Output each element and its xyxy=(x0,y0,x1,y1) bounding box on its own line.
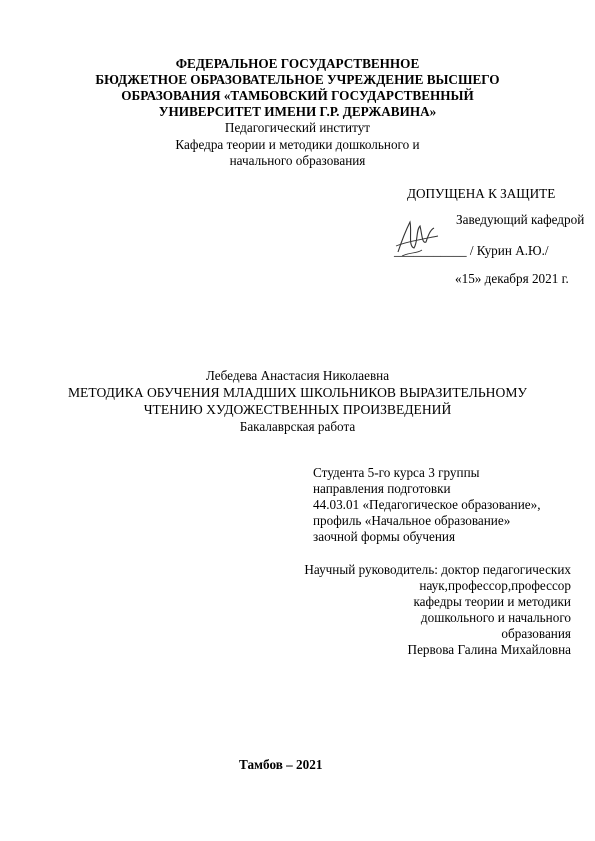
work-type: Бакалаврская работа xyxy=(239,419,356,434)
header-line-3: ОБРАЗОВАНИЯ «ТАМБОВСКИЙ ГОСУДАРСТВЕННЫЙ xyxy=(121,88,474,103)
student-line-1: Студента 5-го курса 3 группы xyxy=(313,465,480,480)
supervisor-name: Первова Галина Михайловна xyxy=(407,642,571,657)
approval-title: ДОПУЩЕНА К ЗАЩИТЕ xyxy=(407,186,556,201)
work-title-line-1: МЕТОДИКА ОБУЧЕНИЯ МЛАДШИХ ШКОЛЬНИКОВ ВЫРАЗИТЕЛЬНОМУ xyxy=(67,385,528,400)
header-line-4: УНИВЕРСИТЕТ ИМЕНИ Г.Р. ДЕРЖАВИНА» xyxy=(158,104,437,119)
institute-name: Педагогический институт xyxy=(224,120,371,135)
department-line-1: Кафедра теории и методики дошкольного и xyxy=(175,137,420,152)
author-name: Лебедева Анастасия Николаевна xyxy=(205,368,390,383)
work-title-line-2: ЧТЕНИЮ ХУДОЖЕСТВЕННЫХ ПРОИЗВЕДЕНИЙ xyxy=(143,402,452,417)
approval-date: «15» декабря 2021 г. xyxy=(455,271,569,286)
header-line-2: БЮДЖЕТНОЕ ОБРАЗОВАТЕЛЬНОЕ УЧРЕЖДЕНИЕ ВЫСШЕГО xyxy=(95,72,500,87)
header-line-1: ФЕДЕРАЛЬНОЕ ГОСУДАРСТВЕННОЕ xyxy=(175,56,420,71)
student-line-3: 44.03.01 «Педагогическое образование», xyxy=(313,497,541,512)
supervisor-line-1: Научный руководитель: доктор педагогических xyxy=(304,562,571,577)
city-year: Тамбов – 2021 xyxy=(239,757,323,772)
approval-signature-line: ___________ / Курин А.Ю./ xyxy=(394,243,549,258)
supervisor-line-3: кафедры теории и методики xyxy=(413,594,571,609)
supervisor-line-2: наук,профессор,профессор xyxy=(419,578,571,593)
student-line-4: профиль «Начальное образование» xyxy=(313,513,511,528)
student-line-2: направления подготовки xyxy=(313,481,451,496)
student-line-5: заочной формы обучения xyxy=(313,529,456,544)
department-line-2: начального образования xyxy=(229,153,366,168)
supervisor-line-5: образования xyxy=(501,626,571,641)
approval-role: Заведующий кафедрой xyxy=(456,212,585,227)
supervisor-line-4: дошкольного и начального xyxy=(420,610,571,625)
